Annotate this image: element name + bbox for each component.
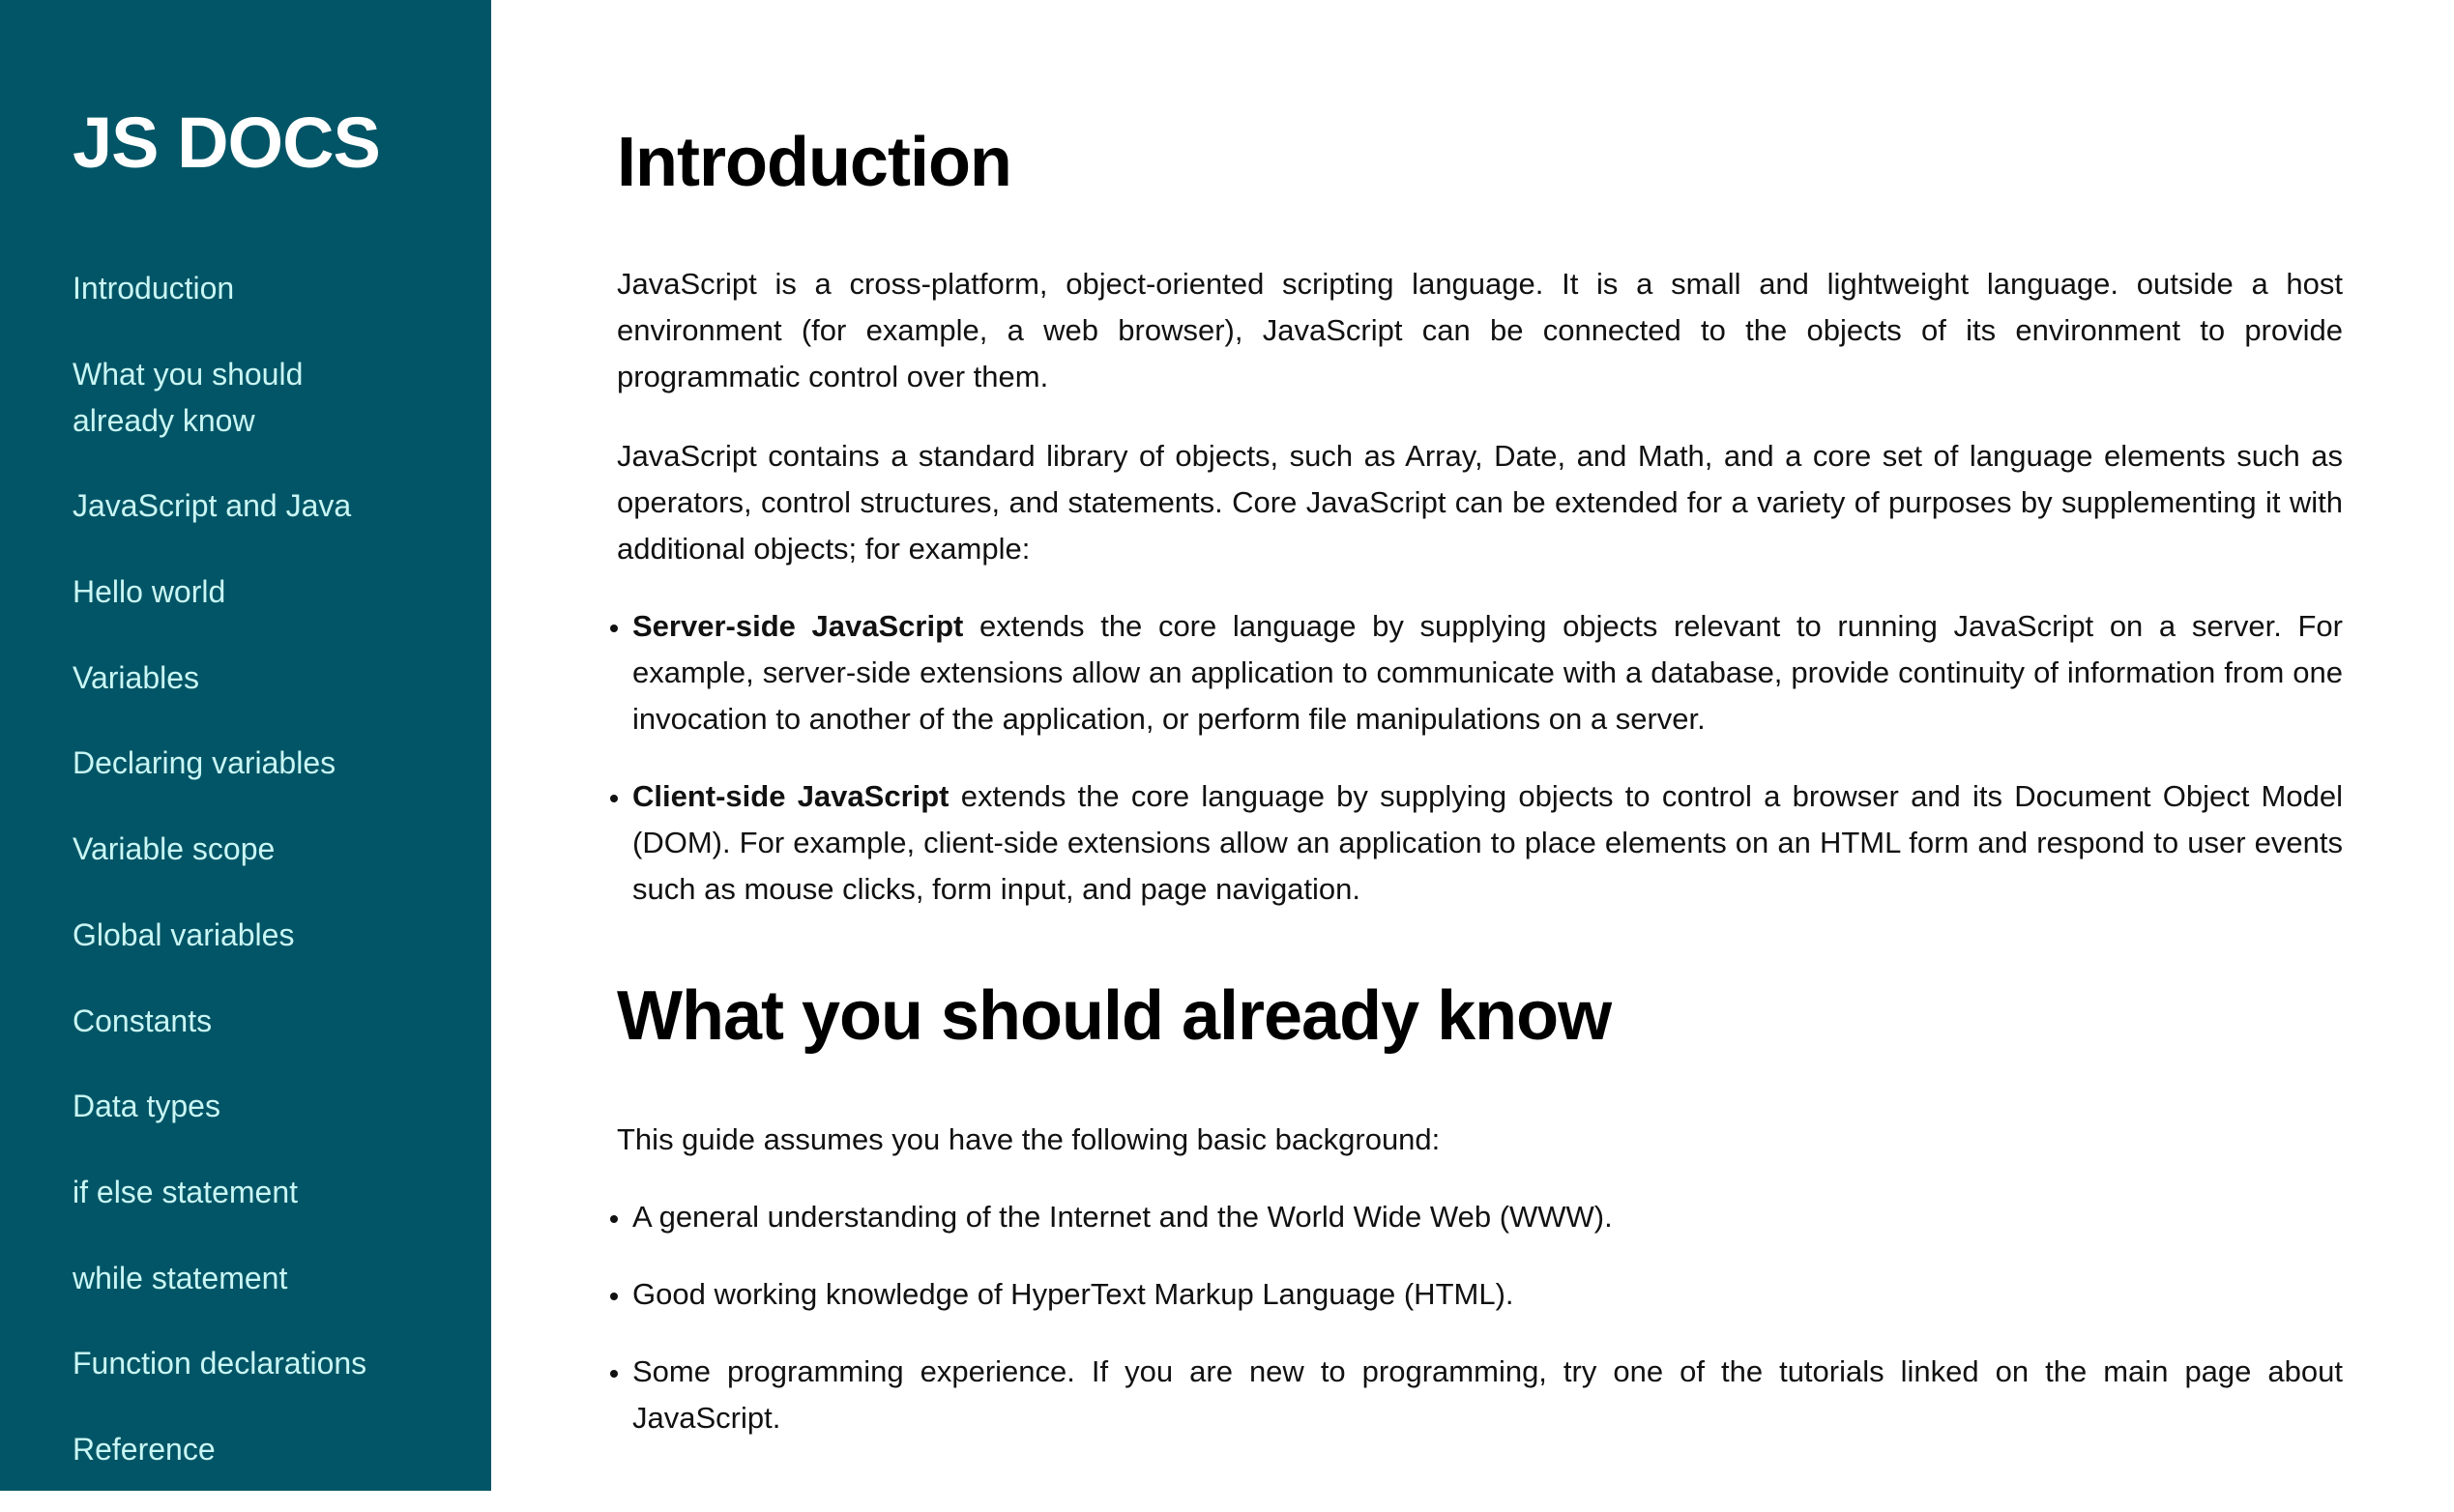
list-item: • A general understanding of the Internet and the World Wide Web (WWW). (632, 1194, 2343, 1240)
sidebar (0, 0, 491, 1491)
sidebar-item-introduction[interactable]: Introduction (73, 271, 235, 305)
sidebar-item-while-statement[interactable]: while statement (73, 1260, 288, 1295)
intro-paragraph-1: JavaScript is a cross-platform, object-oriented scripting language. It is a small and lightweight language. outside a host environment (for example, a web browser), JavaScript can be connected to the objects of its environment to provide programmatic control over them. (617, 267, 2343, 393)
sidebar-item-variables[interactable]: Variables (73, 659, 200, 695)
sidebar-item-declaring-variables[interactable]: Declaring variables (73, 745, 336, 781)
sidebar-item-hello-world[interactable]: Hello world (73, 574, 226, 610)
sidebar-item-reference[interactable]: Reference (73, 1431, 216, 1467)
list-item: • Good working knowledge of HyperText Markup Language (HTML). (632, 1271, 2343, 1318)
sidebar-item-function-declarations[interactable]: Function declarations (73, 1346, 367, 1381)
section-what-you-should-already-know (617, 974, 2343, 1441)
sidebar-item-data-types[interactable]: Data types (73, 1089, 220, 1124)
sidebar-nav (73, 265, 392, 1512)
list-item-term: Server-side JavaScript (632, 609, 964, 643)
section-heading-what-you-should-already-know: What you should already know (617, 977, 1612, 1055)
sidebar-item-what-you-should-already-know[interactable]: What you should already know (73, 356, 304, 438)
list-item (632, 603, 2343, 742)
list-item-text: extends the core language by supplying objects to control a browser and its Document Object Model (DOM). For example, client-side extensions allow an application to place elements on an HTML form and respond to user events such as mouse clicks, form input, and page navigation. (632, 779, 2343, 906)
sidebar-item-constants[interactable]: Constants (73, 1003, 213, 1038)
section-heading-introduction: Introduction (617, 124, 1011, 201)
sidebar-item-javascript-and-java[interactable]: JavaScript and Java (73, 488, 352, 524)
section-introduction (617, 121, 2343, 913)
know-bullet-list (617, 1194, 2343, 1441)
sidebar-item-variable-scope[interactable]: Variable scope (73, 831, 276, 867)
intro-paragraph-2: JavaScript contains a standard library of objects, such as Array, Date, and Math, and a core set of language elements such as operators, control structures, and statements. Core JavaScript can be extended for a variety of purposes by supplementing it with additional objects; for example: (617, 439, 2343, 566)
know-paragraph: This guide assumes you have the following basic background: (617, 1122, 1441, 1156)
sidebar-item-global-variables[interactable]: Global variables (73, 916, 295, 952)
list-item: • Some programming experience. If you are new to programming, try one of the tutorials linked on the main page about JavaScript. (632, 1349, 2343, 1441)
intro-bullet-list (617, 603, 2343, 913)
main-content (617, 0, 2343, 1472)
site-title: JS DOCS (73, 102, 380, 183)
list-item (632, 773, 2343, 913)
sidebar-item-if-else-statement[interactable]: if else statement (73, 1174, 298, 1209)
list-item-term: Client-side JavaScript (632, 779, 949, 813)
list-item-text: extends the core language by supplying objects relevant to running JavaScript on a server. For example, server-side extensions allow an application to communicate with a database, provide continuity of information from one invocation to another of the application, or perform file manipulations on a server. (632, 609, 2343, 736)
